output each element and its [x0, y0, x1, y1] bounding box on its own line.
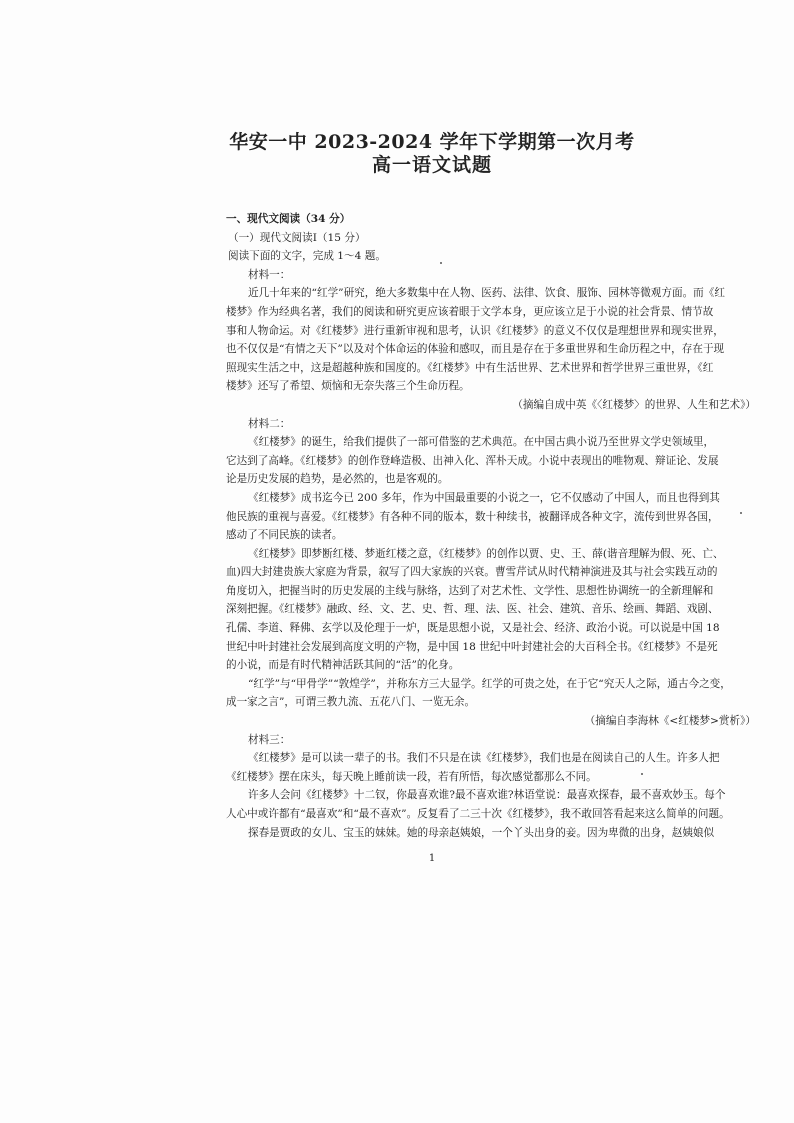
material-3-label: 材料三：	[248, 733, 291, 746]
paragraph-line: 事和人物命运。对《红楼梦》进行重新审视和思考，认识《红楼梦》的意义不仅仅是理想世界和现实世界，	[226, 324, 724, 337]
page-number: 1	[428, 853, 436, 864]
material-1-label: 材料一：	[248, 268, 291, 281]
material-2-label: 材料二：	[248, 417, 291, 430]
paragraph-line: 角度切入，把握当时的历史发展的主线与脉络，达到了对艺术性、文学性、思想性协调统一的全新理解和	[226, 584, 714, 597]
paragraph-line: 世纪中叶封建社会发展到高度文明的产物，是中国 18 世纪中叶封建社会的大百科全书。《红楼梦》不是死	[226, 640, 718, 653]
scan-speck	[641, 773, 643, 775]
source-citation: （摘编自成中英《〈红楼梦〉的世界、人生和艺术》）	[512, 398, 756, 411]
paragraph-line: 探春是贾政的女儿、宝玉的妹妹。她的母亲赵姨娘，一个丫头出身的妾。因为卑微的出身，赵姨娘似	[248, 826, 715, 839]
paragraph-line: 的小说，而是有时代精神活跃其间的“活”的化身。	[226, 659, 460, 672]
paragraph-line: 他民族的重视与喜爱。《红楼梦》有各种不同的版本，数十种续书，被翻译成各种文字，流传到世界各国，	[226, 510, 719, 523]
paragraph-line: 感动了不同民族的读者。	[226, 529, 343, 542]
paragraph-line: 楼梦》还写了希望、烦恼和无奈失落三个生命历程。	[226, 380, 470, 393]
scan-speck	[440, 262, 442, 264]
paragraph-line: 人心中或许都有“最喜欢”和“最不喜欢”。反复看了二三十次《红楼梦》，我不敢回答看起来这么简单的问题。	[226, 808, 730, 820]
paragraph-line: 近几十年来的“红学”研究，绝大多数集中在人物、医药、法律、饮食、服饰、园林等微观方面。而《红	[248, 287, 725, 300]
paragraph-line: “红学”与“甲骨学”“敦煌学”，并称东方三大显学。红学的可贵之处，在于它“究天人之际，通古今之变，	[248, 677, 731, 690]
paragraph-line: 论是历史发展的趋势，是必然的，也是客观的。	[226, 473, 449, 486]
paragraph-line: 许多人会问《红楼梦》十二钗，你最喜欢谁?最不喜欢谁?林语堂说：最喜欢探春，最不喜欢妙玉。每个	[248, 789, 726, 802]
exam-title: 华安一中 2023-2024 学年下学期第一次月考	[229, 131, 635, 153]
paragraph-line: 楼梦》作为经典名著，我们的阅读和研究更应该着眼于文学本身，更应该立足于小说的社会背景、情节故	[226, 305, 714, 318]
paragraph-line: 《红楼梦》是可以读一辈子的书。我们不只是在读《红楼梦》，我们也是在阅读自己的人生。许多人把	[248, 752, 720, 765]
paragraph-line: 血)四大封建贵族大家庭为背景，叙写了四大家族的兴衰。曹雪芹试从时代精神演进及其与社会实践互动的	[226, 566, 718, 579]
exam-body	[226, 210, 766, 842]
paragraph-line: 成一家之言”，可谓三教九流、五花八门、一览无余。	[226, 696, 476, 709]
instruction-text: 阅读下面的文字，完成 1～4 题。	[228, 250, 386, 263]
section-heading: 一、现代文阅读（34 分）	[226, 213, 351, 225]
paragraph-line: 它达到了高峰。《红楼梦》的创作登峰造极、出神入化、浑朴天成。小说中表现出的唯物观、辩证论、发展	[226, 454, 719, 467]
source-citation: （摘编自李海林《<红楼梦>赏析》）	[584, 715, 756, 728]
scan-speck	[740, 512, 742, 514]
subsection-heading: （一）现代文阅读Ⅰ（15 分）	[228, 231, 366, 244]
paragraph-line: 照现实生活之中，这是超越种族和国度的。《红楼梦》中有生活世界、艺术世界和哲学世界三重世界，《红	[226, 361, 714, 374]
paragraph-line: 也不仅仅是“有情之天下”以及对个体命运的体验和感叹，而且是存在于多重世界和生命历程之中，存在于现	[226, 343, 725, 356]
paragraph-line: 孔儒、李道、释佛、玄学以及伦理于一炉，既是思想小说，又是社会、经济、政治小说。可以说是中国 18	[226, 622, 720, 635]
paragraph-line: 《红楼梦》摆在床头，每天晚上睡前读一段，若有所悟，每次感觉都那么不同。	[226, 770, 597, 783]
paragraph-line: 《红楼梦》的诞生，给我们提供了一部可借鉴的艺术典范。在中国古典小说乃至世界文学史领域里，	[248, 436, 715, 449]
paragraph-line: 《红楼梦》即梦断红楼、梦逝红楼之意，《红楼梦》的创作以贾、史、王、薛(谐音理解为假、死、亡、	[248, 547, 724, 560]
exam-subtitle: 高一语文试题	[371, 154, 492, 176]
paragraph-line: 深刻把握。《红楼梦》融政、经、文、艺、史、哲、理、法、医、社会、建筑、音乐、绘画、舞蹈、戏剧、	[226, 603, 719, 616]
paragraph-line: 《红楼梦》成书迄今已 200 多年，作为中国最重要的小说之一，它不仅感动了中国人，而且也得到其	[248, 491, 720, 504]
